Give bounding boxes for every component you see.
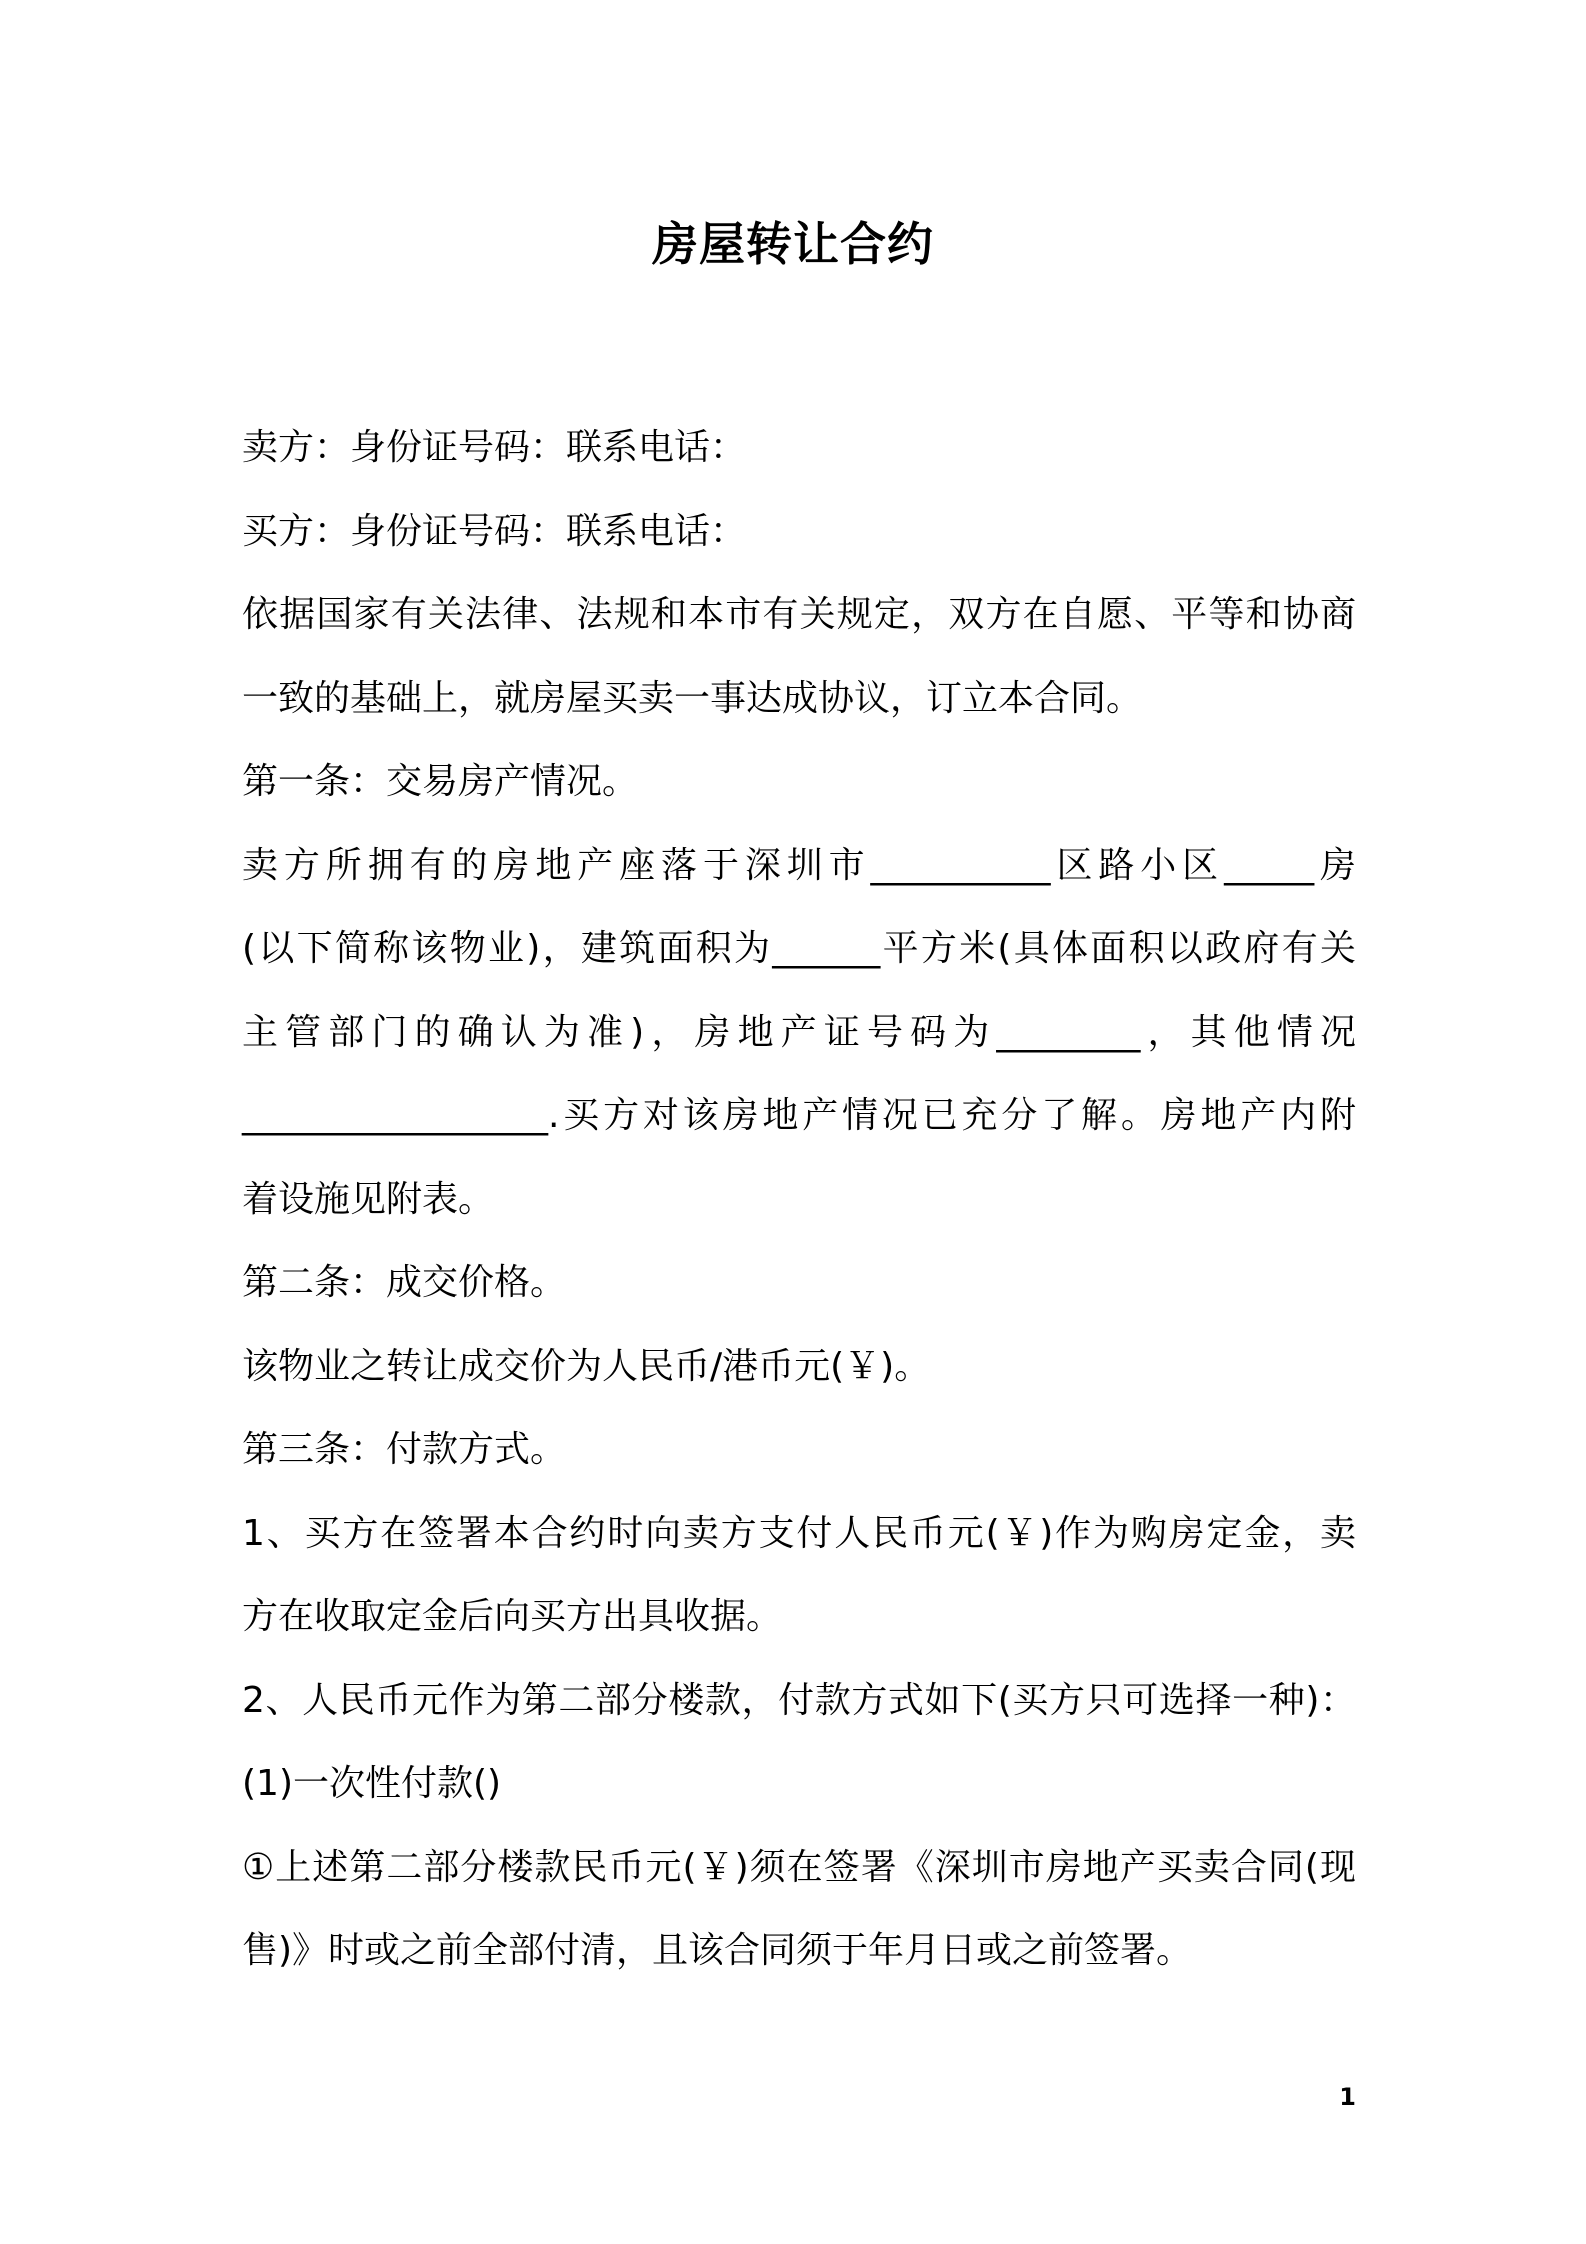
paragraph-line: 该物业之转让成交价为人民币/港币元(￥)。 — [242, 1345, 931, 1387]
article-heading: 第一条：交易房产情况。 — [242, 761, 639, 802]
paragraph-line: _________________.买方对该房地产情况已充分了解。房地产内附 — [242, 1095, 1356, 1136]
paragraph-line: 售)》时或之前全部付清，且该合同须于年月日或之前签署。 — [242, 1930, 1193, 1971]
paragraph-line: 方在收取定金后向买方出具收据。 — [242, 1596, 783, 1637]
paragraph-line: (1)一次性付款() — [242, 1763, 502, 1804]
contract-body — [242, 406, 1356, 1993]
paragraph-line: (以下简称该物业)，建筑面积为______平方米(具体面积以政府有关 — [242, 928, 1356, 969]
paragraph-line: ①上述第二部分楼款民币元(￥)须在签署《深圳市房地产买卖合同(现 — [242, 1846, 1356, 1888]
paragraph-line: 1、买方在签署本合约时向卖方支付人民币元(￥)作为购房定金，卖 — [242, 1512, 1356, 1554]
paragraph-line: 卖方所拥有的房地产座落于深圳市__________区路小区_____房 — [242, 844, 1356, 886]
paragraph-line: 2、人民币元作为第二部分楼款，付款方式如下(买方只可选择一种)： — [242, 1679, 1356, 1721]
article-heading: 第三条：付款方式。 — [242, 1429, 567, 1470]
page-number: 1 — [1339, 2083, 1356, 2111]
buyer-info-line: 买方：身份证号码：联系电话： — [242, 510, 747, 552]
paragraph-line: 依据国家有关法律、法规和本市有关规定，双方在自愿、平等和协商 — [242, 594, 1356, 635]
article-heading: 第二条：成交价格。 — [242, 1262, 567, 1303]
page-title: 房屋转让合约 — [652, 217, 934, 271]
paragraph-line: 着设施见附表。 — [242, 1178, 495, 1220]
paragraph-line: 一致的基础上，就房屋买卖一事达成协议，订立本合同。 — [242, 677, 1143, 719]
paragraph-line: 主管部门的确认为准)，房地产证号码为________，其他情况 — [242, 1011, 1356, 1053]
seller-info-line: 卖方：身份证号码：联系电话： — [242, 427, 747, 468]
